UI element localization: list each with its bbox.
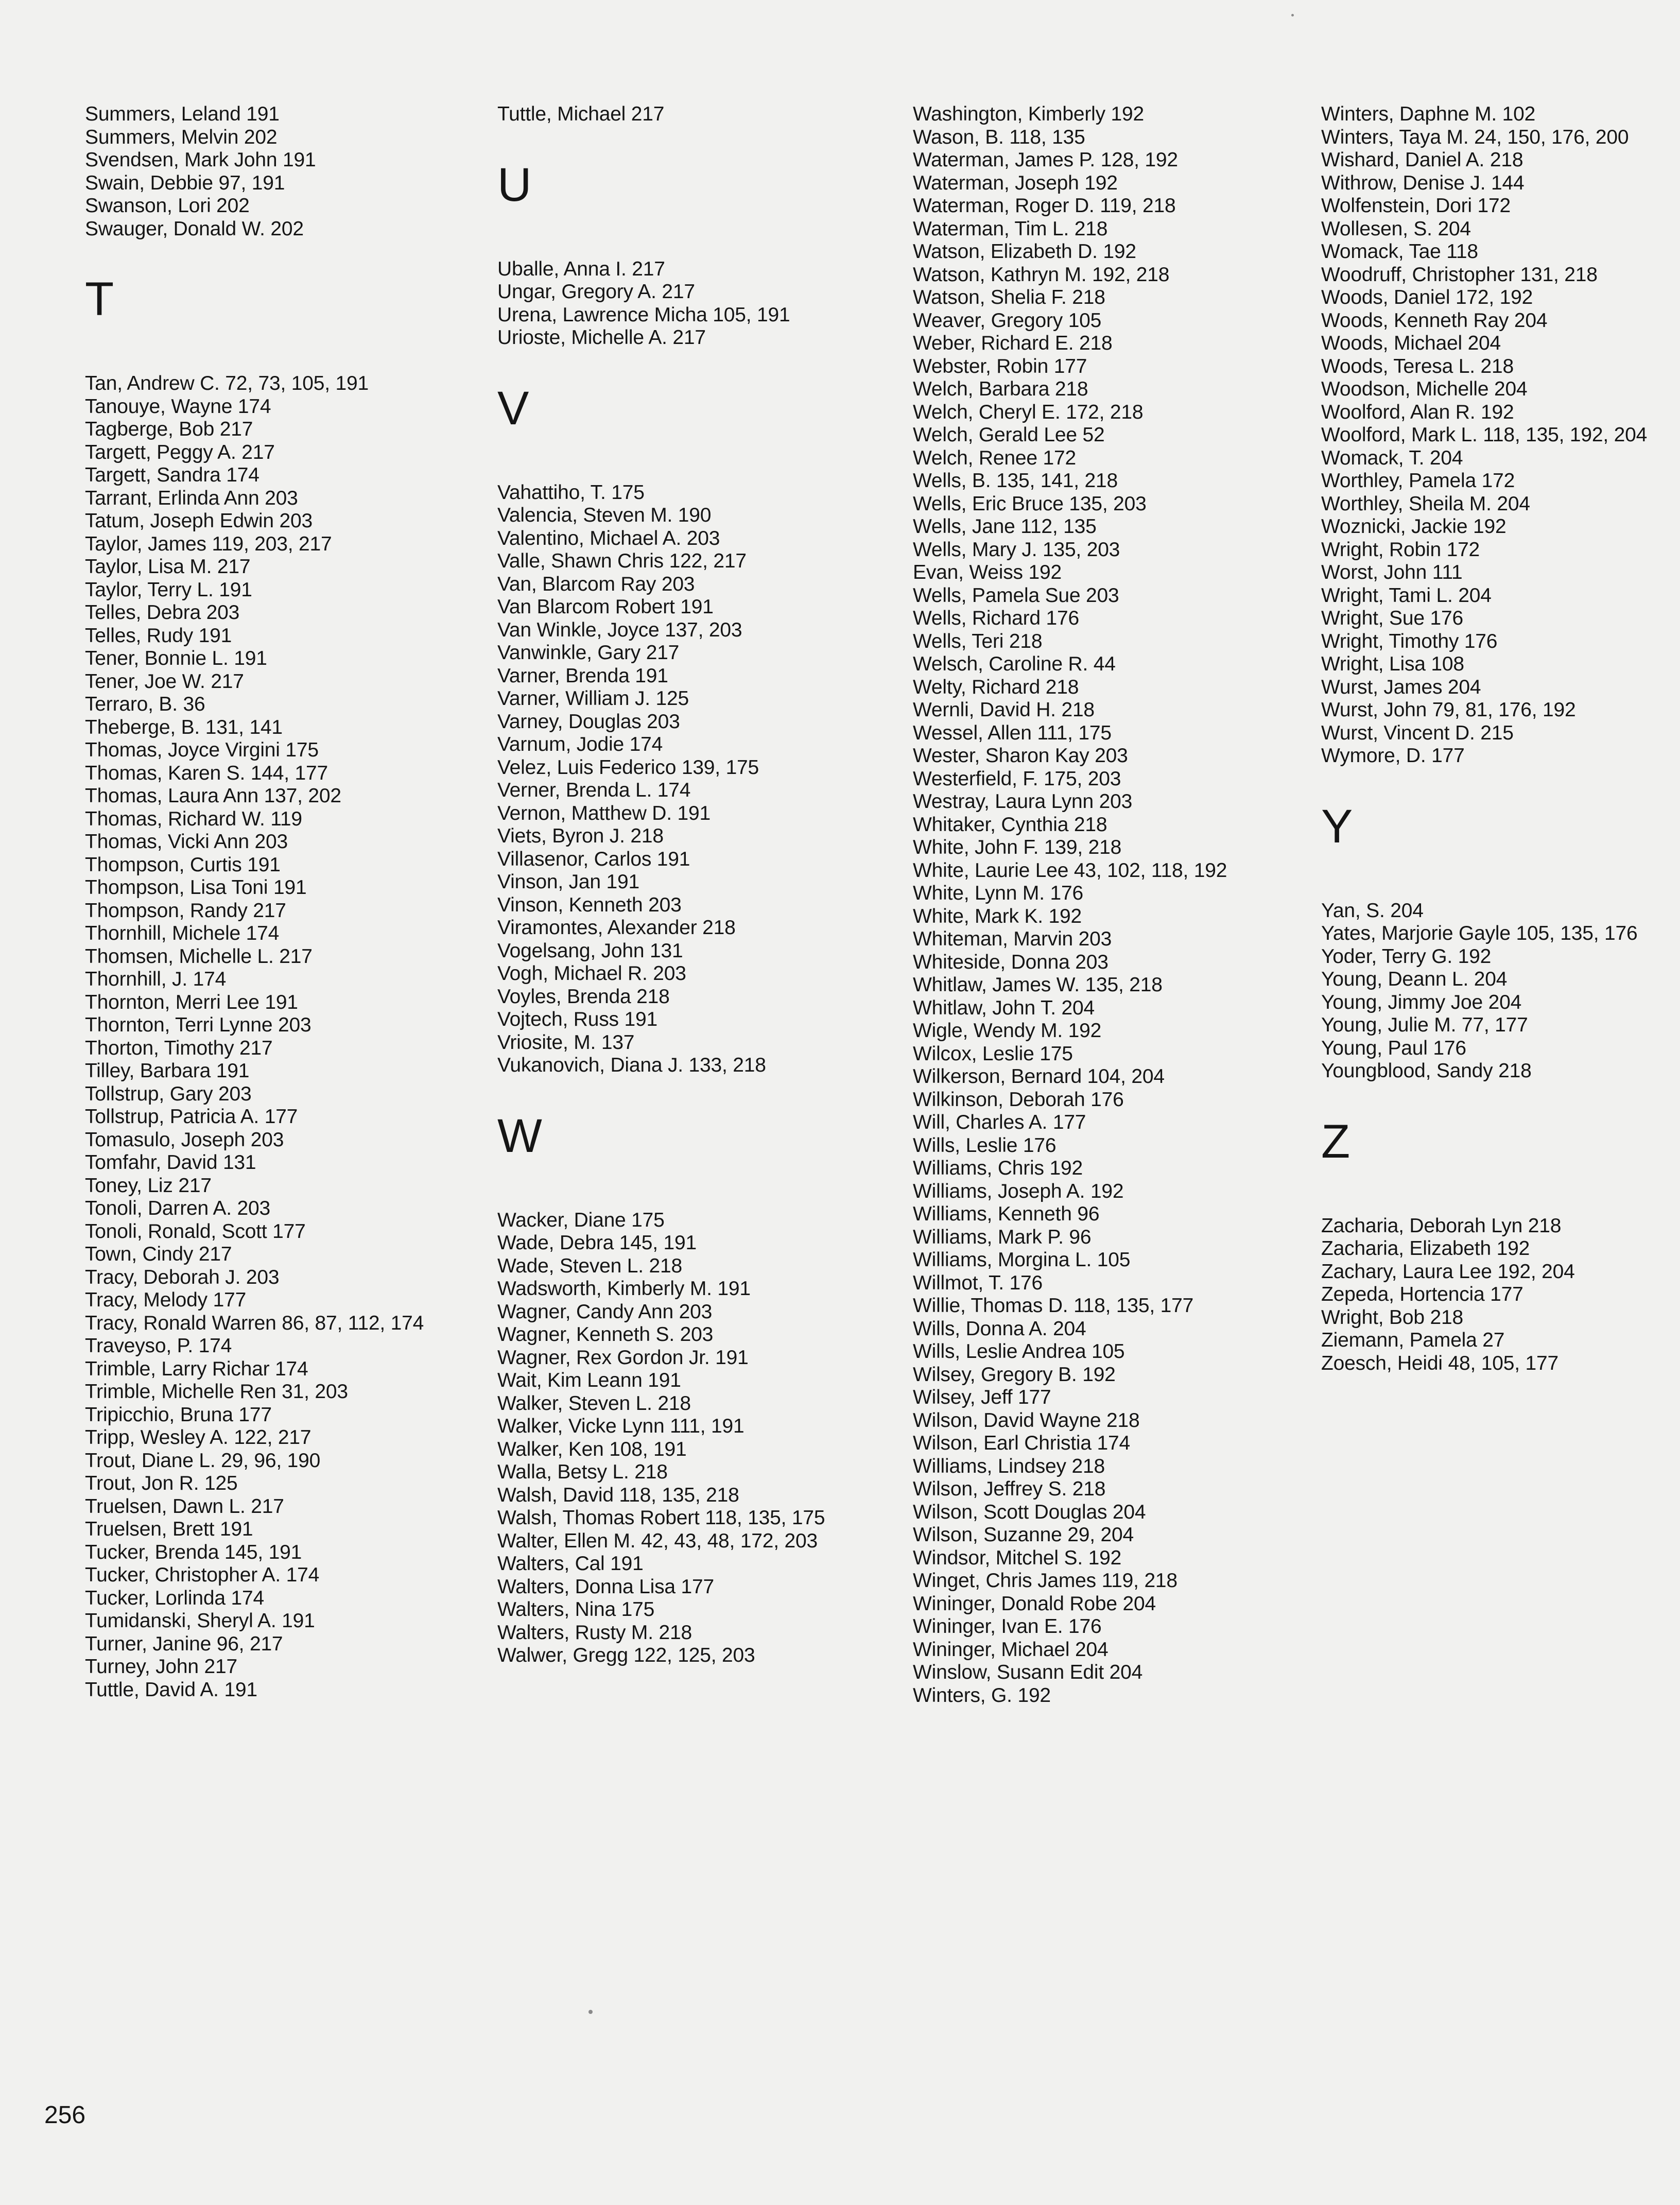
index-entry: Verner, Brenda L. 174: [497, 779, 691, 801]
index-entry: Windsor, Mitchel S. 192: [913, 1546, 1122, 1569]
index-entry: Ziemann, Pamela 27: [1321, 1329, 1505, 1351]
index-entry: Walsh, David 118, 135, 218: [497, 1484, 739, 1506]
index-entry: Uballe, Anna I. 217: [497, 257, 665, 280]
index-entry: Wishard, Daniel A. 218: [1321, 149, 1523, 171]
index-entry: Wait, Kim Leann 191: [497, 1369, 681, 1391]
index-entry: Wurst, John 79, 81, 176, 192: [1321, 699, 1576, 721]
index-entry: Zepeda, Hortencia 177: [1321, 1283, 1523, 1305]
index-entry: Wells, B. 135, 141, 218: [913, 470, 1118, 492]
index-entry: Wells, Jane 112, 135: [913, 515, 1097, 538]
index-entry: Waterman, Tim L. 218: [913, 217, 1108, 240]
index-entry: Winget, Chris James 119, 218: [913, 1570, 1177, 1592]
index-entry: Welsch, Caroline R. 44: [913, 653, 1116, 675]
index-entry: White, John F. 139, 218: [913, 836, 1122, 858]
index-entry: Tracy, Ronald Warren 86, 87, 112, 174: [85, 1312, 424, 1334]
index-entry: Varnum, Jodie 174: [497, 733, 663, 755]
index-entry: Wills, Leslie Andrea 105: [913, 1340, 1125, 1363]
page-number: 256: [44, 2101, 86, 2129]
index-entry: Walter, Ellen M. 42, 43, 48, 172, 203: [497, 1529, 818, 1552]
index-column-2: [497, 103, 889, 1667]
index-entry: Truelsen, Brett 191: [85, 1518, 253, 1540]
index-entry: Wigle, Wendy M. 192: [913, 1020, 1102, 1042]
index-column-4: [1321, 103, 1680, 1375]
index-entry: Van Blarcom Robert 191: [497, 596, 714, 618]
index-entry: Wester, Sharon Kay 203: [913, 745, 1128, 767]
index-entry: Valle, Shawn Chris 122, 217: [497, 550, 747, 572]
index-entry: Thompson, Curtis 191: [85, 853, 281, 876]
index-entry: Wilkinson, Deborah 176: [913, 1088, 1124, 1111]
index-entry: Targett, Sandra 174: [85, 464, 259, 486]
index-entry: Van Winkle, Joyce 137, 203: [497, 618, 742, 641]
index-entry: Watson, Kathryn M. 192, 218: [913, 263, 1170, 286]
index-entry: Welch, Gerald Lee 52: [913, 424, 1105, 446]
index-entry: White, Mark K. 192: [913, 905, 1082, 927]
index-entry: Tener, Bonnie L. 191: [85, 647, 267, 669]
index-entry: Wells, Eric Bruce 135, 203: [913, 492, 1147, 515]
index-entry: Waterman, Joseph 192: [913, 171, 1118, 194]
index-entry: Wagner, Kenneth S. 203: [497, 1323, 714, 1346]
index-entry: Tener, Joe W. 217: [85, 670, 244, 693]
index-entry: Varner, William J. 125: [497, 687, 689, 710]
index-entry: Tomasulo, Joseph 203: [85, 1128, 284, 1151]
index-entry: White, Lynn M. 176: [913, 882, 1083, 904]
index-entry: Wernli, David H. 218: [913, 699, 1095, 721]
index-entry: Wells, Mary J. 135, 203: [913, 538, 1120, 561]
section-letter-z: Z: [1321, 1115, 1350, 1168]
index-entry: Thompson, Lisa Toni 191: [85, 876, 307, 899]
index-entry: Wurst, James 204: [1321, 676, 1481, 698]
index-entry: Tan, Andrew C. 72, 73, 105, 191: [85, 372, 369, 394]
index-entry: Waterman, James P. 128, 192: [913, 149, 1178, 171]
index-entry: Town, Cindy 217: [85, 1243, 232, 1265]
index-entry: Valentino, Michael A. 203: [497, 527, 720, 549]
index-entry: Woods, Teresa L. 218: [1321, 355, 1514, 377]
index-entry: Welch, Barbara 218: [913, 378, 1088, 400]
index-entry: Vinson, Kenneth 203: [497, 893, 682, 916]
index-entry: Trout, Diane L. 29, 96, 190: [85, 1449, 321, 1472]
index-entry: Woodson, Michelle 204: [1321, 378, 1528, 400]
index-entry: Young, Julie M. 77, 177: [1321, 1014, 1528, 1036]
index-entry: Targett, Peggy A. 217: [85, 441, 275, 463]
index-entry: Wagner, Rex Gordon Jr. 191: [497, 1346, 749, 1369]
index-entry: Summers, Leland 191: [85, 103, 280, 125]
index-entry: Woods, Daniel 172, 192: [1321, 286, 1533, 308]
index-column-3: [913, 103, 1304, 1707]
index-entry: Walker, Ken 108, 191: [497, 1438, 687, 1460]
index-entry: Zacharia, Deborah Lyn 218: [1321, 1214, 1562, 1237]
index-entry: Walters, Donna Lisa 177: [497, 1575, 715, 1598]
index-entry: Withrow, Denise J. 144: [1321, 171, 1525, 194]
index-entry: Tuttle, David A. 191: [85, 1678, 257, 1701]
index-entry: Wright, Sue 176: [1321, 607, 1463, 629]
index-entry: Wadsworth, Kimberly M. 191: [497, 1278, 751, 1300]
paper-speck: [1291, 14, 1294, 16]
index-entry: Waterman, Roger D. 119, 218: [913, 195, 1176, 217]
index-entry: Watson, Shelia F. 218: [913, 286, 1105, 308]
index-entry: Wilsey, Gregory B. 192: [913, 1363, 1116, 1386]
index-entry: Wade, Steven L. 218: [497, 1254, 682, 1277]
index-entry: Vahattiho, T. 175: [497, 481, 645, 504]
index-entry: Thomas, Laura Ann 137, 202: [85, 785, 341, 807]
index-entry: Turner, Janine 96, 217: [85, 1632, 283, 1655]
index-entry: Van, Blarcom Ray 203: [497, 573, 695, 595]
index-entry: Zachary, Laura Lee 192, 204: [1321, 1260, 1575, 1283]
index-entry: Tarrant, Erlinda Ann 203: [85, 487, 298, 509]
index-entry: Thomas, Joyce Virgini 175: [85, 739, 319, 761]
index-entry: Whitlaw, James W. 135, 218: [913, 974, 1163, 996]
index-entry: Whiteside, Donna 203: [913, 951, 1109, 973]
index-entry: Walsh, Thomas Robert 118, 135, 175: [497, 1507, 825, 1529]
index-entry: Wolfenstein, Dori 172: [1321, 195, 1511, 217]
index-entry: Vanwinkle, Gary 217: [497, 642, 680, 664]
index-entry: Woolford, Mark L. 118, 135, 192, 204: [1321, 424, 1648, 446]
index-entry: Wells, Pamela Sue 203: [913, 584, 1119, 607]
index-entry: Wininger, Donald Robe 204: [913, 1592, 1156, 1615]
index-entry: Truelsen, Dawn L. 217: [85, 1495, 284, 1518]
index-entry: Winslow, Susann Edit 204: [913, 1661, 1143, 1683]
index-entry: Woznicki, Jackie 192: [1321, 515, 1506, 538]
index-entry: Williams, Mark P. 96: [913, 1226, 1092, 1248]
index-entry: Trimble, Larry Richar 174: [85, 1357, 308, 1380]
index-entry: Welch, Cheryl E. 172, 218: [913, 401, 1144, 423]
index-entry: Watson, Elizabeth D. 192: [913, 240, 1136, 263]
index-entry: Tucker, Lorlinda 174: [85, 1587, 264, 1609]
index-entry: Valencia, Steven M. 190: [497, 504, 712, 526]
index-entry: Wilson, Scott Douglas 204: [913, 1501, 1146, 1523]
index-entry: Winters, G. 192: [913, 1684, 1051, 1707]
index-entry: Toney, Liz 217: [85, 1174, 212, 1197]
index-entry: Youngblood, Sandy 218: [1321, 1060, 1532, 1082]
index-entry: Wilson, Earl Christia 174: [913, 1432, 1130, 1454]
index-entry: Wollesen, S. 204: [1321, 217, 1471, 240]
index-entry: Williams, Kenneth 96: [913, 1203, 1100, 1225]
index-entry: Walters, Cal 191: [497, 1553, 644, 1575]
index-entry: Wacker, Diane 175: [497, 1209, 665, 1231]
index-entry: Varner, Brenda 191: [497, 664, 668, 687]
index-entry: Yan, S. 204: [1321, 899, 1424, 922]
index-entry: Vojtech, Russ 191: [497, 1008, 657, 1030]
section-letter-w: W: [497, 1109, 542, 1162]
index-entry: Svendsen, Mark John 191: [85, 149, 316, 171]
index-entry: Webster, Robin 177: [913, 355, 1087, 377]
index-entry: Woods, Kenneth Ray 204: [1321, 309, 1548, 332]
index-entry: Viramontes, Alexander 218: [497, 917, 736, 939]
index-entry: Taylor, Terry L. 191: [85, 578, 252, 601]
index-entry: Williams, Joseph A. 192: [913, 1180, 1124, 1202]
index-entry: Wilcox, Leslie 175: [913, 1042, 1073, 1065]
index-entry: Will, Charles A. 177: [913, 1111, 1086, 1133]
index-entry: Theberge, B. 131, 141: [85, 716, 283, 738]
index-entry: Tonoli, Darren A. 203: [85, 1197, 271, 1219]
index-entry: Westerfield, F. 175, 203: [913, 767, 1121, 790]
index-entry: Wilson, Suzanne 29, 204: [913, 1524, 1134, 1546]
index-entry: Wurst, Vincent D. 215: [1321, 721, 1514, 744]
index-entry: Traveyso, P. 174: [85, 1335, 232, 1357]
index-entry: Thompson, Randy 217: [85, 899, 286, 922]
index-entry: Tollstrup, Gary 203: [85, 1082, 252, 1105]
index-entry: Urioste, Michelle A. 217: [497, 326, 706, 349]
index-entry: Wright, Bob 218: [1321, 1306, 1463, 1329]
index-entry: Trout, Jon R. 125: [85, 1472, 238, 1494]
index-entry: Young, Deann L. 204: [1321, 968, 1508, 990]
index-entry: Wills, Donna A. 204: [913, 1317, 1086, 1340]
index-entry: Villasenor, Carlos 191: [497, 848, 690, 870]
index-entry: Tatum, Joseph Edwin 203: [85, 510, 313, 532]
index-entry: Tripp, Wesley A. 122, 217: [85, 1426, 311, 1449]
index-entry: Womack, Tae 118: [1321, 240, 1478, 263]
index-entry: Whitlaw, John T. 204: [913, 996, 1095, 1019]
index-entry: Tilley, Barbara 191: [85, 1060, 250, 1082]
index-entry: Wright, Lisa 108: [1321, 653, 1464, 675]
index-entry: Taylor, Lisa M. 217: [85, 556, 251, 578]
index-entry: Westray, Laura Lynn 203: [913, 790, 1133, 813]
index-entry: Wagner, Candy Ann 203: [497, 1300, 713, 1323]
index-entry: Thorton, Timothy 217: [85, 1037, 273, 1059]
index-entry: Viets, Byron J. 218: [497, 825, 664, 847]
index-entry: Vinson, Jan 191: [497, 871, 639, 893]
index-entry: Walla, Betsy L. 218: [497, 1461, 668, 1483]
index-entry: Tumidanski, Sheryl A. 191: [85, 1610, 315, 1632]
index-entry: Weber, Richard E. 218: [913, 332, 1113, 354]
index-entry: Wason, B. 118, 135: [913, 126, 1085, 148]
index-entry: Zoesch, Heidi 48, 105, 177: [1321, 1352, 1558, 1374]
index-entry: Taylor, James 119, 203, 217: [85, 532, 332, 555]
index-entry: Willmot, T. 176: [913, 1271, 1043, 1294]
index-entry: White, Laurie Lee 43, 102, 118, 192: [913, 859, 1227, 882]
index-entry: Telles, Rudy 191: [85, 624, 232, 647]
index-entry: Wilsey, Jeff 177: [913, 1386, 1051, 1408]
index-entry: Walters, Rusty M. 218: [497, 1621, 692, 1644]
index-entry: Varney, Douglas 203: [497, 710, 680, 733]
index-entry: Thomas, Vicki Ann 203: [85, 831, 288, 853]
index-entry: Thomas, Karen S. 144, 177: [85, 762, 328, 784]
index-entry: Tollstrup, Patricia A. 177: [85, 1106, 298, 1128]
index-entry: Washington, Kimberly 192: [913, 103, 1144, 125]
index-entry: Yoder, Terry G. 192: [1321, 945, 1492, 968]
index-entry: Tucker, Christopher A. 174: [85, 1564, 320, 1586]
index-entry: Wininger, Michael 204: [913, 1638, 1109, 1661]
index-entry: Worthley, Pamela 172: [1321, 470, 1515, 492]
index-entry: Ungar, Gregory A. 217: [497, 281, 695, 303]
index-entry: Worthley, Sheila M. 204: [1321, 492, 1530, 515]
index-entry: Whiteman, Marvin 203: [913, 928, 1112, 950]
index-entry: Tomfahr, David 131: [85, 1151, 256, 1174]
index-entry: Wilkerson, Bernard 104, 204: [913, 1065, 1165, 1088]
index-entry: Wessel, Allen 111, 175: [913, 721, 1112, 744]
index-entry: Wymore, D. 177: [1321, 745, 1465, 767]
index-entry: Swauger, Donald W. 202: [85, 217, 304, 240]
index-entry: Winters, Taya M. 24, 150, 176, 200: [1321, 126, 1629, 148]
index-entry: Evan, Weiss 192: [913, 561, 1062, 583]
index-entry: Williams, Morgina L. 105: [913, 1249, 1131, 1271]
index-entry: Vogelsang, John 131: [497, 939, 683, 962]
index-entry: Terraro, B. 36: [85, 693, 205, 715]
index-entry: Wright, Tami L. 204: [1321, 584, 1492, 607]
index-entry: Urena, Lawrence Micha 105, 191: [497, 303, 790, 326]
index-entry: Thornhill, J. 174: [85, 968, 227, 990]
index-entry: Thornhill, Michele 174: [85, 922, 280, 944]
index-entry: Young, Jimmy Joe 204: [1321, 991, 1522, 1013]
index-entry: Swanson, Lori 202: [85, 195, 250, 217]
index-entry: Vernon, Matthew D. 191: [497, 802, 711, 824]
index-entry: Thomsen, Michelle L. 217: [85, 945, 313, 968]
index-entry: Young, Paul 176: [1321, 1037, 1466, 1059]
index-entry: Weaver, Gregory 105: [913, 309, 1102, 332]
index-entry: Wells, Teri 218: [913, 630, 1043, 652]
index-entry: Vukanovich, Diana J. 133, 218: [497, 1054, 766, 1076]
index-entry: Wininger, Ivan E. 176: [913, 1615, 1102, 1638]
section-letter-v: V: [497, 382, 529, 435]
index-entry: Winters, Daphne M. 102: [1321, 103, 1536, 125]
index-entry: Williams, Chris 192: [913, 1157, 1083, 1179]
index-entry: Williams, Lindsey 218: [913, 1455, 1105, 1477]
section-letter-y: Y: [1321, 800, 1353, 853]
index-column-1: [85, 103, 476, 1701]
index-entry: Welty, Richard 218: [913, 676, 1079, 698]
index-entry: Tonoli, Ronald, Scott 177: [85, 1220, 306, 1243]
index-entry: Thornton, Terri Lynne 203: [85, 1014, 311, 1036]
index-entry: Velez, Luis Federico 139, 175: [497, 756, 759, 779]
index-entry: Thornton, Merri Lee 191: [85, 991, 298, 1013]
index-entry: Walker, Steven L. 218: [497, 1392, 691, 1415]
index-entry: Whitaker, Cynthia 218: [913, 813, 1107, 836]
index-entry: Woods, Michael 204: [1321, 332, 1501, 354]
index-entry: Walters, Nina 175: [497, 1598, 655, 1621]
index-entry: Zacharia, Elizabeth 192: [1321, 1237, 1530, 1260]
index-entry: Wright, Timothy 176: [1321, 630, 1498, 652]
index-entry: Yates, Marjorie Gayle 105, 135, 176: [1321, 922, 1638, 944]
index-entry: Voyles, Brenda 218: [497, 985, 670, 1008]
index-entry: Willie, Thomas D. 118, 135, 177: [913, 1295, 1194, 1317]
index-entry: Swain, Debbie 97, 191: [85, 171, 285, 194]
index-entry: Wells, Richard 176: [913, 607, 1079, 629]
section-letter-t: T: [85, 273, 114, 325]
index-entry: Worst, John 111: [1321, 561, 1463, 583]
index-entry: Tanouye, Wayne 174: [85, 395, 271, 418]
index-entry: Wills, Leslie 176: [913, 1134, 1057, 1157]
index-entry: Wilson, Jeffrey S. 218: [913, 1478, 1106, 1500]
index-entry: Vriosite, M. 137: [497, 1031, 635, 1054]
index-entry: Telles, Debra 203: [85, 601, 240, 624]
index-entry: Trimble, Michelle Ren 31, 203: [85, 1381, 348, 1403]
index-entry: Walker, Vicke Lynn 111, 191: [497, 1415, 744, 1437]
section-letter-u: U: [497, 158, 532, 211]
index-entry: Womack, T. 204: [1321, 446, 1463, 469]
index-entry: Thomas, Richard W. 119: [85, 807, 302, 830]
index-entry: Wade, Debra 145, 191: [497, 1232, 697, 1254]
index-entry: Welch, Renee 172: [913, 446, 1076, 469]
index-entry: Walwer, Gregg 122, 125, 203: [497, 1644, 755, 1666]
index-entry: Tuttle, Michael 217: [497, 103, 665, 125]
index-entry: Woolford, Alan R. 192: [1321, 401, 1514, 423]
index-entry: Tripicchio, Bruna 177: [85, 1403, 272, 1426]
index-entry: Tracy, Deborah J. 203: [85, 1266, 280, 1288]
paper-speck: [588, 2010, 593, 2014]
index-entry: Wright, Robin 172: [1321, 538, 1480, 561]
index-entry: Wilson, David Wayne 218: [913, 1409, 1140, 1432]
index-entry: Turney, John 217: [85, 1656, 237, 1678]
index-entry: Tagberge, Bob 217: [85, 418, 253, 440]
index-entry: Vogh, Michael R. 203: [497, 962, 686, 985]
index-entry: Woodruff, Christopher 131, 218: [1321, 263, 1598, 286]
index-entry: Tucker, Brenda 145, 191: [85, 1541, 302, 1563]
index-entry: Tracy, Melody 177: [85, 1289, 247, 1311]
index-entry: Summers, Melvin 202: [85, 126, 278, 148]
